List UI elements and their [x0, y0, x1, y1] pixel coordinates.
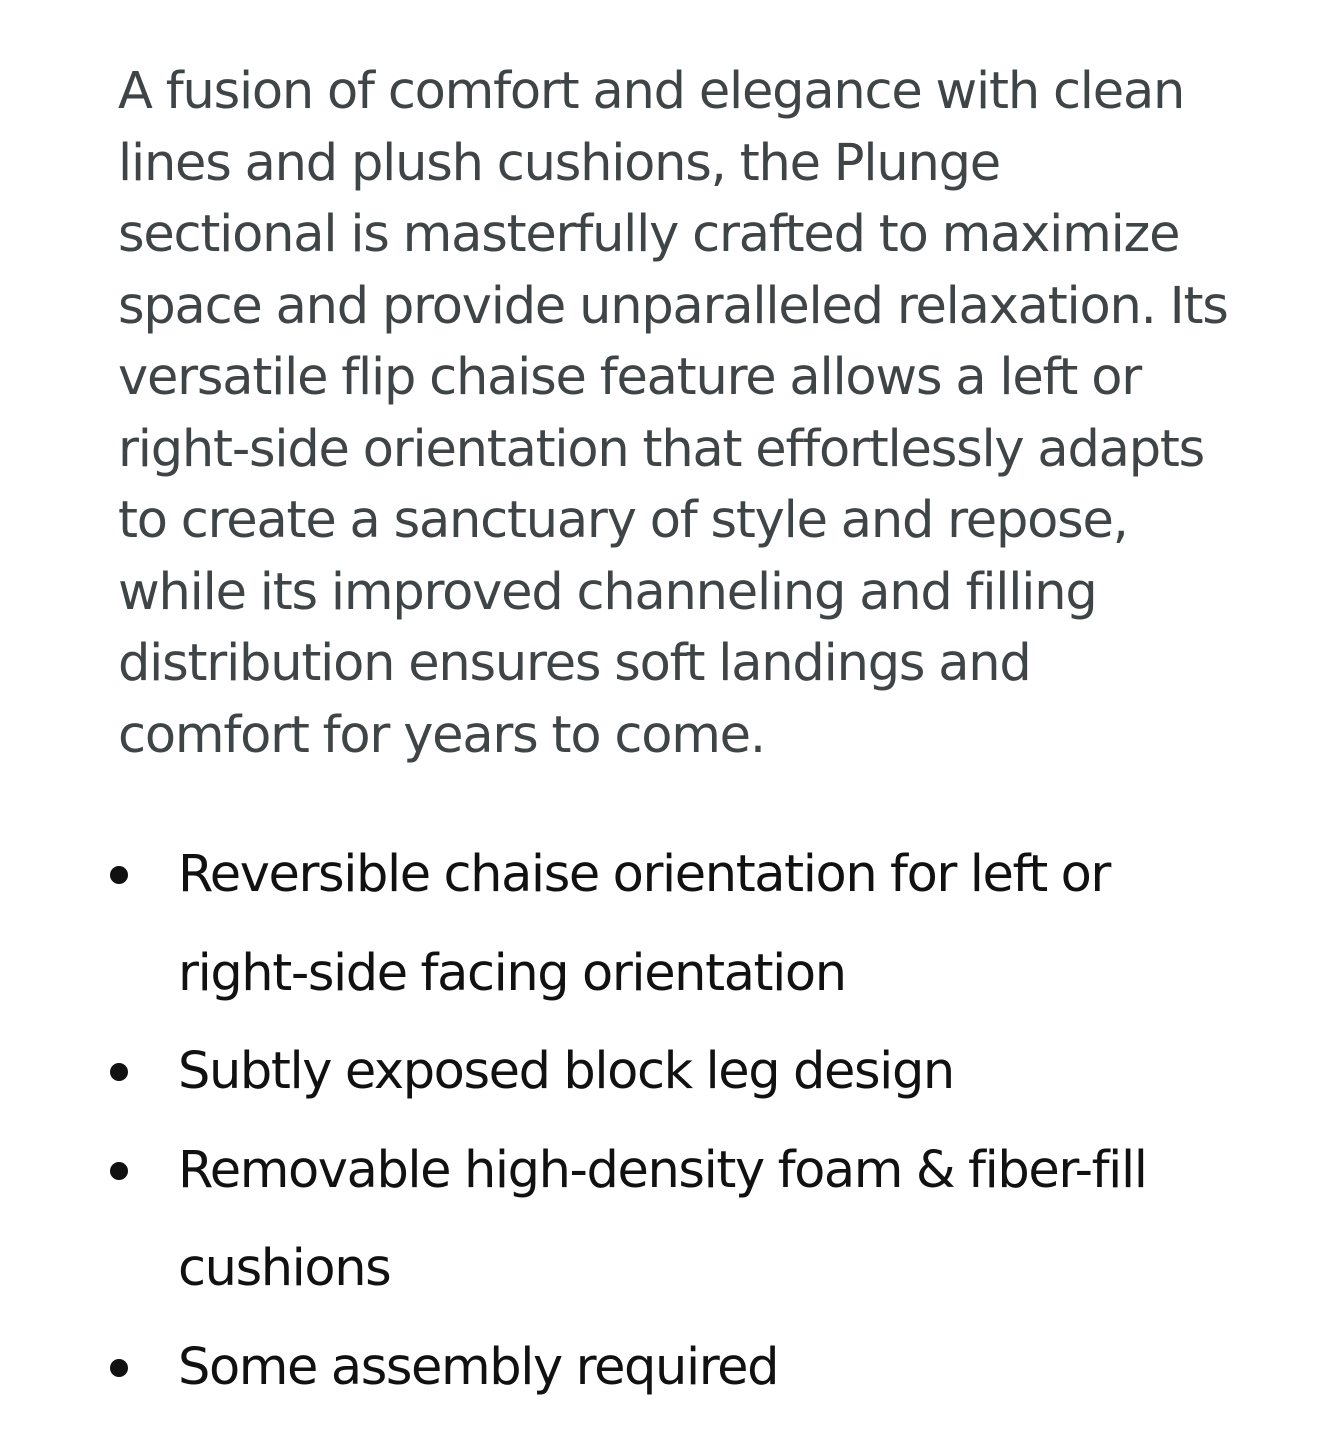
feature-text: Some assembly required	[178, 1337, 779, 1397]
feature-text: Removable high-density foam & fiber-fill cushions	[178, 1140, 1147, 1298]
bullet-icon	[110, 866, 128, 884]
feature-item	[0, 826, 1198, 1023]
product-description: A fusion of comfort and elegance with clean lines and plush cushions, the Plunge sectional is masterfully crafted to maximize space and provide unparalleled relaxation. Its versatile flip chaise feature allows a left or right-side orientation that effortlessly adapts to create a sanctuary of style and repose, while its improved channeling and filling distribution ensures soft landings and comfort for years to come.	[118, 62, 1228, 765]
bullet-icon	[110, 1162, 128, 1180]
feature-text: Reversible chaise orientation for left or right-side facing orientation	[178, 845, 1110, 1003]
feature-item	[0, 1319, 1198, 1418]
feature-item	[0, 1122, 1198, 1319]
bullet-icon	[110, 1063, 128, 1081]
feature-text: Subtly exposed block leg design	[178, 1042, 954, 1101]
feature-item	[0, 1023, 1198, 1122]
bullet-icon	[110, 1359, 128, 1377]
feature-list	[0, 826, 1344, 1417]
